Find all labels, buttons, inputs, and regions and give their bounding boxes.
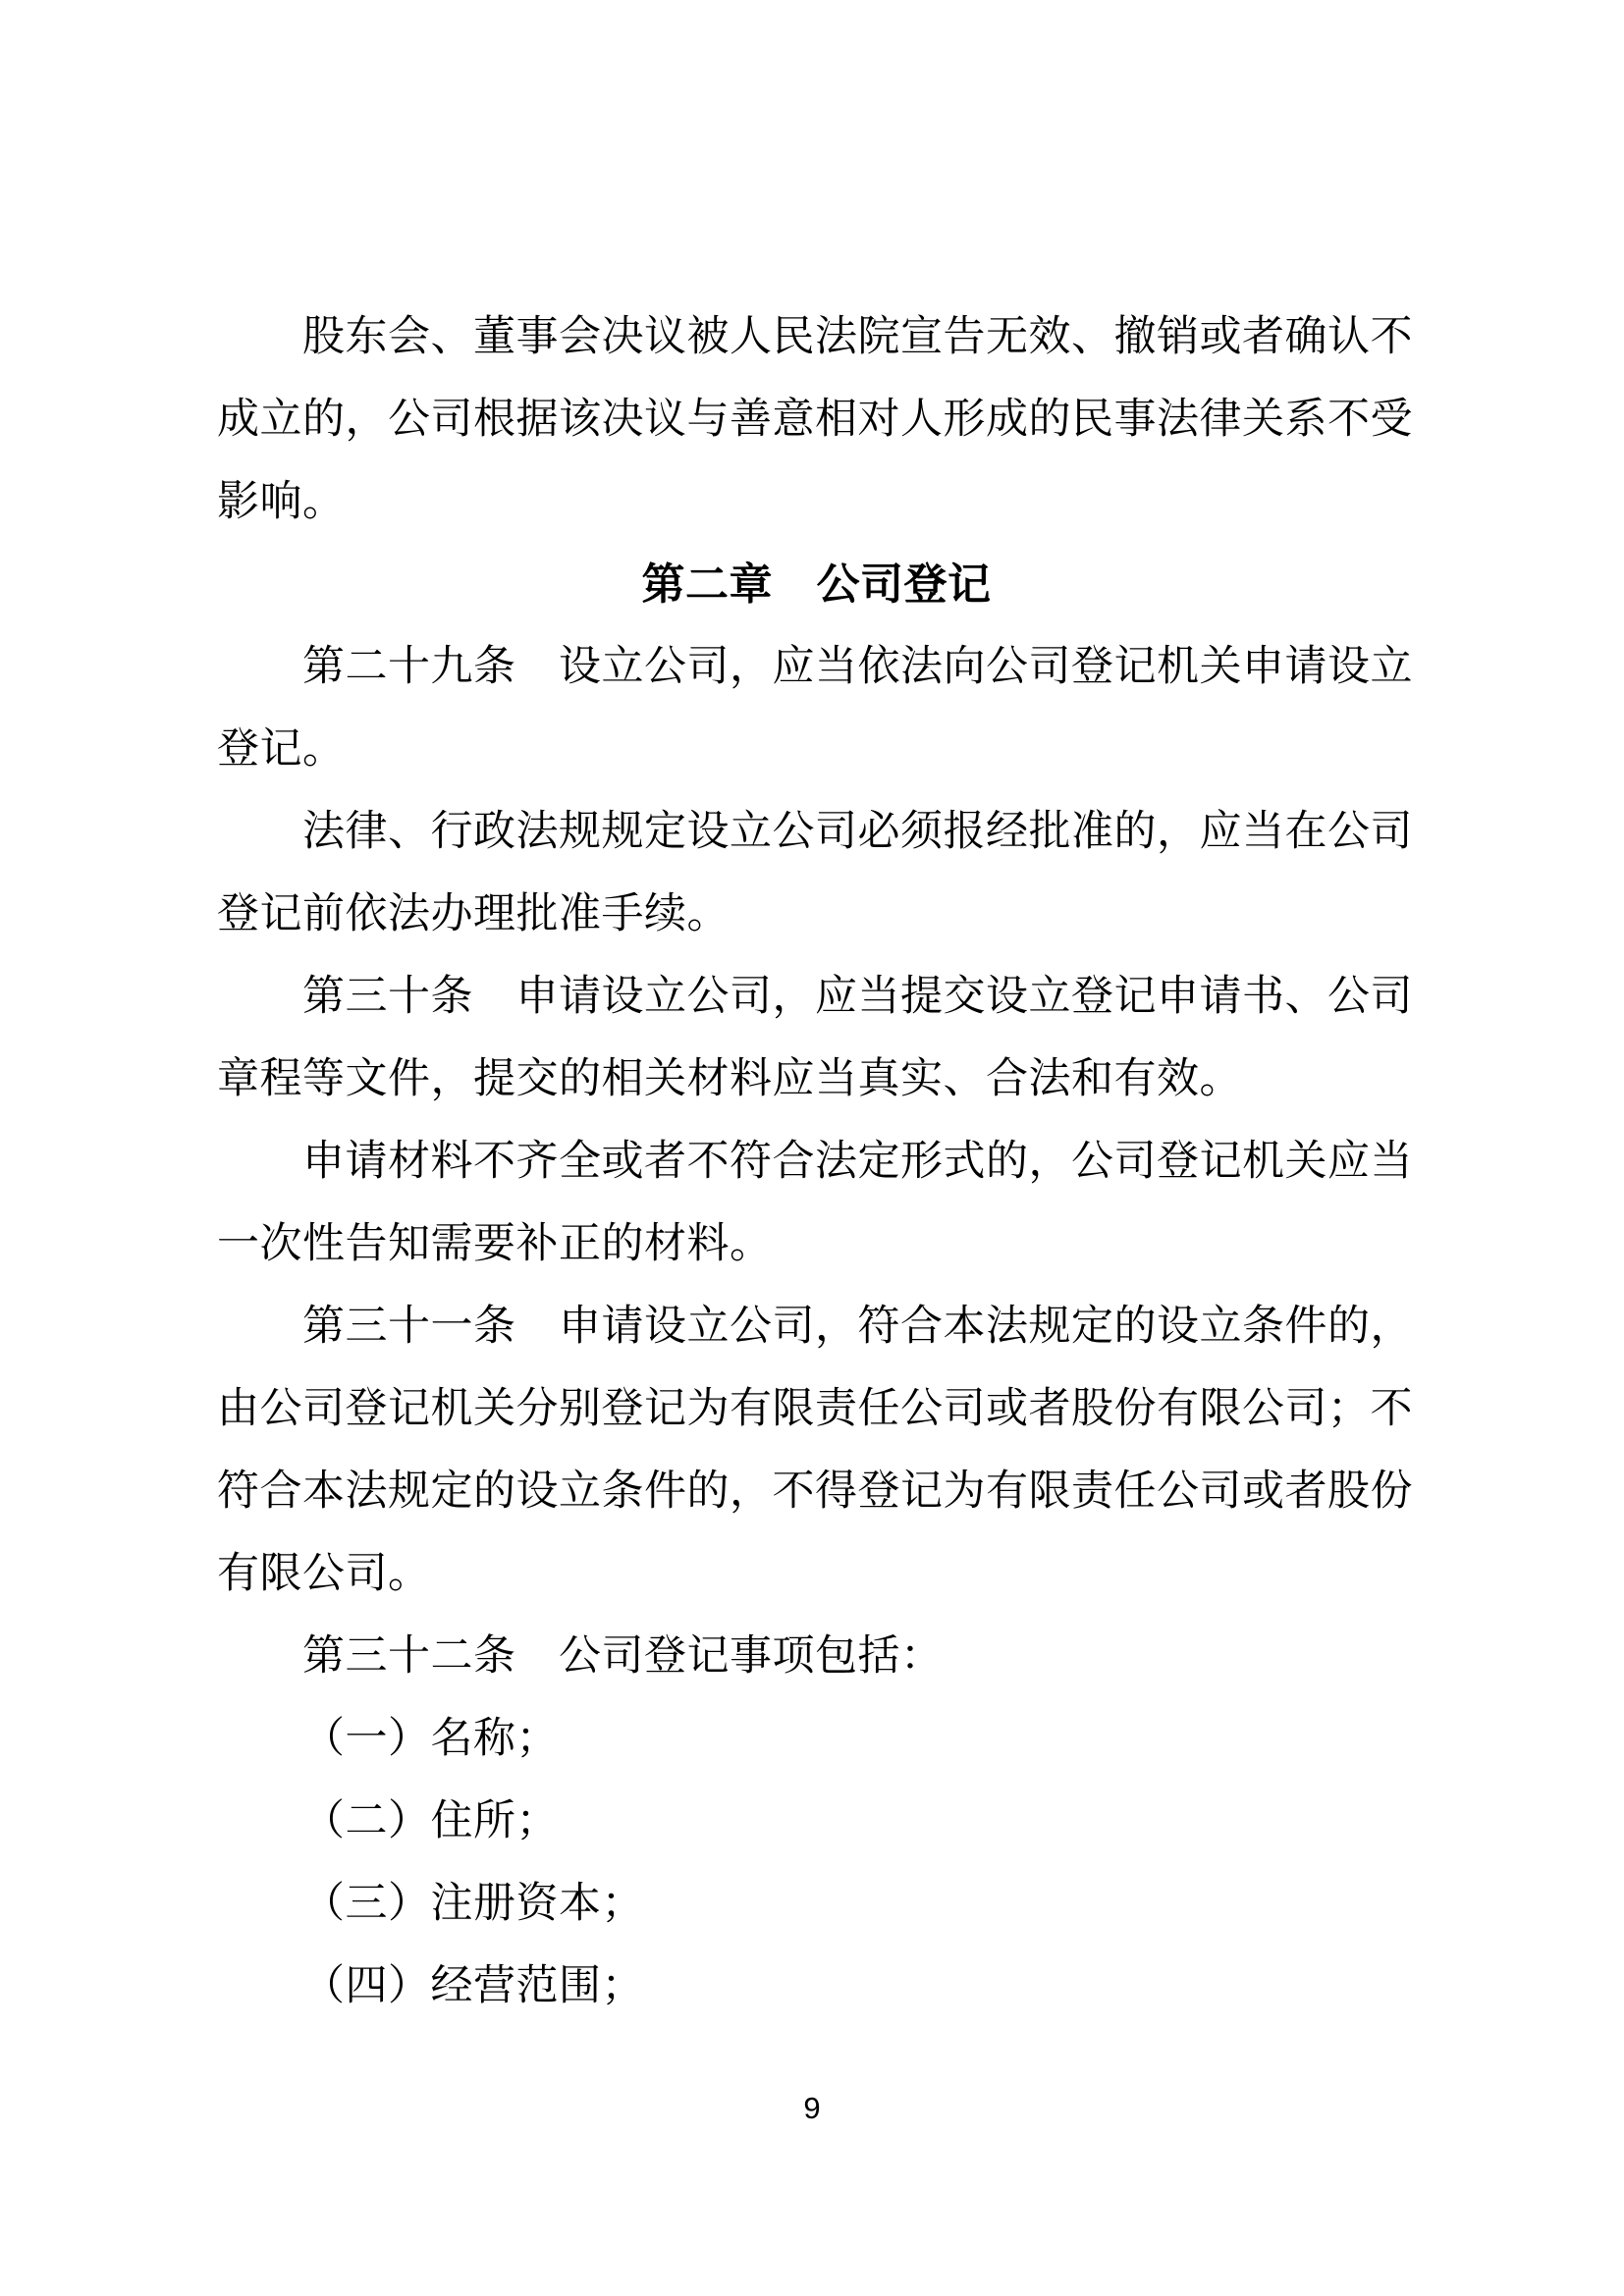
text-line: 一次性告知需要补正的材料。 [217,1221,773,1267]
text-line: 影响。 [217,479,346,525]
text-line: 第三十一条 申请设立公司，符合本法规定的设立条件的， [302,1304,1413,1350]
text-line: 第三十条 申请设立公司，应当提交设立登记申请书、公司 [302,974,1413,1020]
text-line: （三）注册资本； [302,1881,644,1927]
page-number: 9 [803,2091,821,2125]
text-line: 登记。 [217,726,346,773]
text-line: （四）经营范围； [302,1963,644,2009]
text-line: （二）住所； [302,1798,559,1844]
chapter-heading: 第二章 公司登记 [641,561,992,609]
text-line: 第三十二条 公司登记事项包括： [302,1633,944,1680]
text-line: 法律、行政法规规定设立公司必须报经批准的，应当在公司 [302,809,1413,855]
text-line: 章程等文件，提交的相关材料应当真实、合法和有效。 [217,1056,1242,1102]
text-line: 申请材料不齐全或者不符合法定形式的，公司登记机关应当 [302,1139,1413,1185]
text-line: 成立的，公司根据该决议与善意相对人形成的民事法律关系不受 [217,397,1413,443]
text-line: 股东会、董事会决议被人民法院宣告无效、撤销或者确认不 [302,314,1413,360]
text-line: 有限公司。 [217,1551,431,1597]
text-line: 由公司登记机关分别登记为有限责任公司或者股份有限公司；不 [217,1386,1413,1432]
text-line: 登记前依法办理批准手续。 [217,891,730,937]
text-line: （一）名称； [302,1716,559,1762]
text-line: 第二十九条 设立公司，应当依法向公司登记机关申请设立 [302,644,1413,690]
text-line: 符合本法规定的设立条件的，不得登记为有限责任公司或者股份 [217,1468,1413,1515]
document-content [217,296,1416,2028]
